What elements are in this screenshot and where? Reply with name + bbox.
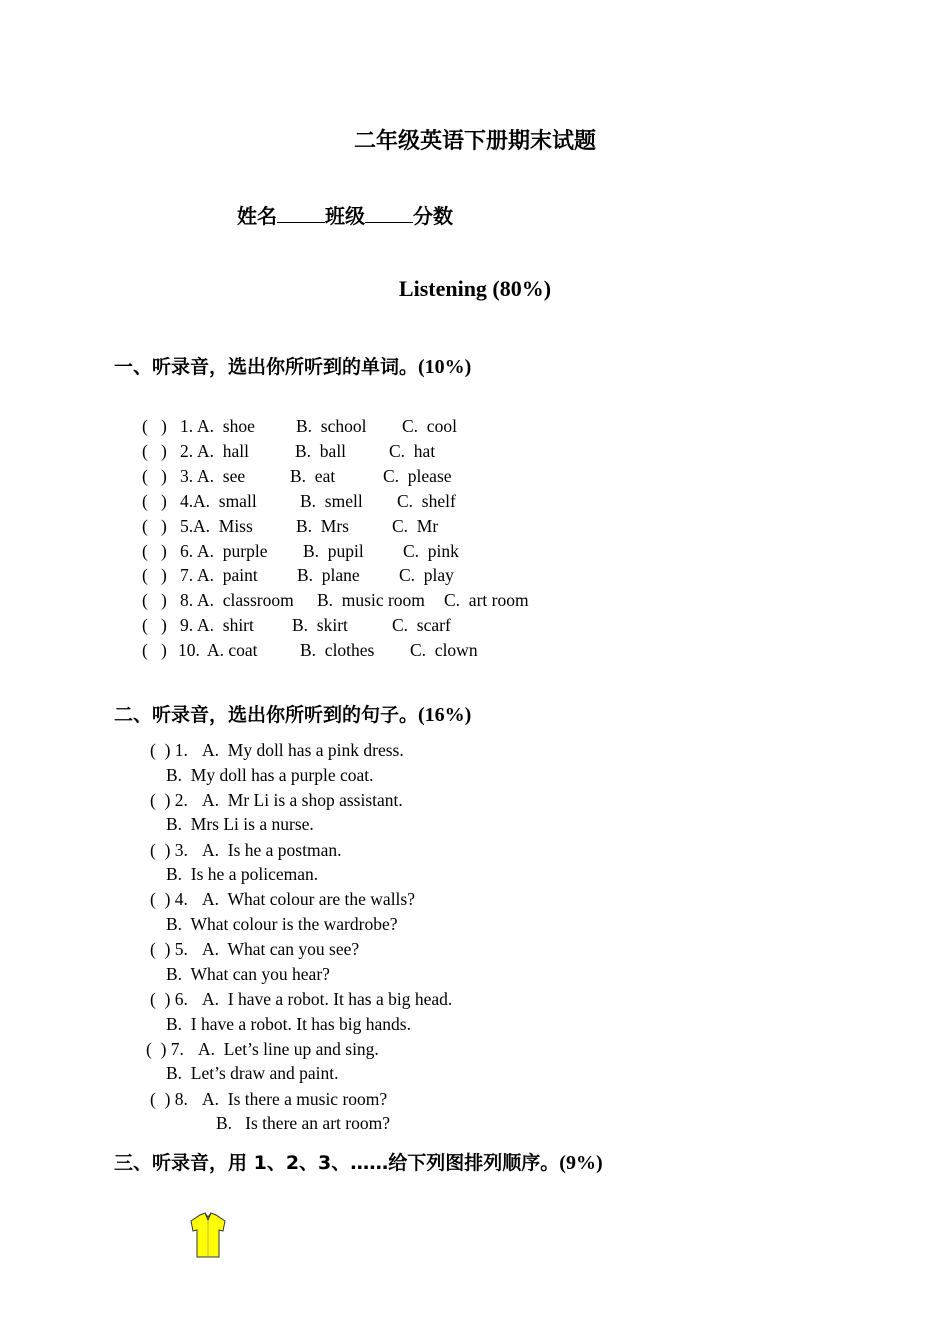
- answer-bracket[interactable]: ( ): [142, 440, 167, 461]
- option-b: B. eat: [290, 465, 336, 486]
- option-b: B. smell: [300, 490, 363, 511]
- option-c: C. cool: [402, 416, 457, 436]
- option-b: B. ball: [295, 440, 347, 461]
- answer-bracket[interactable]: ( ): [142, 590, 167, 611]
- sentence-option-a: A. I have a robot. It has a big head.: [202, 989, 453, 1009]
- sentence-option-a: A. What colour are the walls?: [202, 889, 415, 910]
- section1-heading: [114, 352, 471, 379]
- option-b: B. school: [296, 416, 367, 436]
- class-blank[interactable]: [365, 204, 413, 223]
- option-c: C. shelf: [397, 490, 456, 511]
- question-number: 10.: [178, 640, 200, 661]
- section3-percent: (9%): [559, 1152, 603, 1174]
- page-title: 二年级英语下册期末试题: [353, 129, 596, 154]
- name-blank[interactable]: [277, 204, 325, 223]
- option-b: B. music room: [317, 590, 425, 611]
- option-a: A. classroom: [197, 590, 294, 611]
- question-number: 6.: [180, 540, 194, 561]
- sentence-option-a: A. My doll has a pink dress.: [202, 740, 404, 760]
- student-info-line: [237, 200, 453, 229]
- sentence-option-b: B. Let’s draw and paint.: [166, 1063, 339, 1084]
- option-a: A. paint: [197, 565, 258, 586]
- sentence-option-b: B. What colour is the wardrobe?: [166, 913, 398, 934]
- option-c: C. hat: [389, 440, 436, 461]
- option-a: A. small: [193, 490, 257, 511]
- answer-bracket[interactable]: ( ): [142, 490, 167, 511]
- sentence-question-number[interactable]: ( ) 6.: [150, 989, 188, 1009]
- section3-heading: [114, 1148, 603, 1175]
- section1-percent: (10%): [418, 356, 472, 378]
- option-a: A. Miss: [193, 515, 253, 536]
- question-number: 7.: [180, 565, 194, 586]
- question-number: 4.: [180, 490, 194, 511]
- listening-heading: Listening (80%): [398, 276, 552, 301]
- option-a: A. purple: [197, 540, 268, 561]
- yellow-shirt-picture: [187, 1212, 229, 1260]
- sentence-option-a: A. Let’s line up and sing.: [198, 1038, 379, 1059]
- score-label: 分数: [413, 204, 453, 228]
- option-c: C. clown: [410, 640, 478, 661]
- class-label: 班级: [325, 204, 365, 228]
- option-a: A. shoe: [197, 416, 255, 436]
- option-c: C. please: [383, 465, 452, 486]
- sentence-option-b: B. Is he a policeman.: [166, 864, 319, 885]
- question-number: 3.: [180, 465, 194, 486]
- sentence-question-number[interactable]: ( ) 3.: [150, 839, 188, 860]
- option-b: B. plane: [297, 565, 360, 586]
- option-c: C. Mr: [392, 515, 439, 536]
- option-c: C. pink: [403, 540, 459, 561]
- section2-heading-text: 二、听录音，选出你所听到的句子。: [114, 704, 419, 726]
- sentence-option-b: B. What can you hear?: [166, 963, 330, 984]
- sentence-question-number[interactable]: ( ) 2.: [150, 789, 188, 810]
- question-number: 9.: [180, 615, 194, 636]
- sentence-option-a: A. What can you see?: [202, 939, 360, 960]
- question-number: 8.: [180, 590, 194, 611]
- option-c: C. art room: [444, 590, 529, 611]
- sentence-question-number[interactable]: ( ) 4.: [150, 889, 188, 910]
- sentence-question-number[interactable]: ( ) 8.: [150, 1088, 188, 1109]
- sentence-option-b: B. I have a robot. It has big hands.: [166, 1013, 411, 1034]
- option-b: B. clothes: [300, 640, 375, 661]
- option-c: C. scarf: [392, 615, 451, 636]
- sentence-option-a: A. Is there a music room?: [202, 1088, 388, 1109]
- answer-bracket[interactable]: ( ): [142, 540, 167, 561]
- sentence-option-a: A. Mr Li is a shop assistant.: [202, 789, 403, 810]
- question-number: 1.: [180, 416, 194, 436]
- sentence-question-number[interactable]: ( ) 7.: [146, 1038, 184, 1059]
- answer-bracket[interactable]: ( ): [142, 565, 167, 586]
- section2-heading: [114, 700, 471, 727]
- sentence-option-a: A. Is he a postman.: [202, 839, 342, 860]
- section2-percent: (16%): [418, 704, 472, 726]
- question-number: 5.: [180, 515, 194, 536]
- sentence-question-number[interactable]: ( ) 5.: [150, 939, 188, 960]
- answer-bracket[interactable]: ( ): [142, 416, 167, 436]
- section3-heading-text: 三、听录音，用 1、2、3、……给下列图排列顺序。: [114, 1152, 560, 1174]
- sentence-option-b: B. Is there an art room?: [216, 1113, 390, 1134]
- answer-bracket[interactable]: ( ): [142, 615, 167, 636]
- option-c: C. play: [399, 565, 454, 586]
- answer-bracket[interactable]: ( ): [142, 465, 167, 486]
- option-a: A. see: [197, 465, 246, 486]
- option-b: B. skirt: [292, 615, 348, 636]
- option-b: B. pupil: [303, 540, 364, 561]
- answer-bracket[interactable]: ( ): [142, 640, 167, 661]
- question-number: 2.: [180, 440, 194, 461]
- sentence-option-b: B. Mrs Li is a nurse.: [166, 814, 314, 835]
- sentence-question-number[interactable]: ( ) 1.: [150, 740, 188, 760]
- answer-bracket[interactable]: ( ): [142, 515, 167, 536]
- sentence-option-b: B. My doll has a purple coat.: [166, 764, 374, 785]
- option-a: A. coat: [207, 640, 258, 661]
- option-a: A. shirt: [197, 615, 254, 636]
- name-label: 姓名: [237, 204, 277, 228]
- option-b: B. Mrs: [296, 515, 349, 536]
- option-a: A. hall: [197, 440, 250, 461]
- section1-heading-text: 一、听录音，选出你所听到的单词。: [114, 356, 419, 378]
